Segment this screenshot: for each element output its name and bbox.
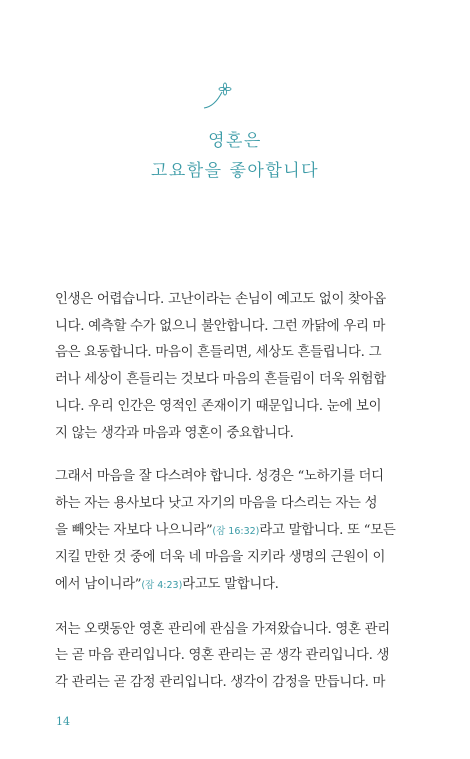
flower-sprig-icon [201, 80, 237, 112]
text-line: 지 않는 생각과 마음과 영혼이 중요합니다. [55, 425, 294, 441]
text-line: 지킬 만한 것 중에 더욱 네 마음을 지키라 생명의 근원이 이 [55, 550, 386, 566]
text-line: 니다. 예측할 수가 없으니 불안합니다. 그런 까닭에 우리 마 [55, 318, 386, 334]
text-line: 각 관리는 곧 감정 관리입니다. 생각이 감정을 만듭니다. 마 [55, 675, 386, 691]
chapter-title [0, 126, 470, 186]
text-line: 인생은 어렵습니다. 고난이라는 손님이 예고도 없이 찾아옵 [55, 292, 386, 307]
text-line: 러나 세상이 흔들리는 것보다 마음의 흔들림이 더욱 위험합 [55, 372, 386, 388]
text-segment: 을 빼앗는 자보다 나으니라” [55, 522, 213, 538]
scripture-reference: (잠 16:32) [212, 525, 260, 537]
text-line: 니다. 우리 인간은 영적인 존재이기 때문입니다. 눈에 보이 [55, 398, 382, 414]
text-line [55, 518, 425, 546]
paragraph-2 [55, 464, 425, 600]
text-segment: 라고도 말합니다. [182, 577, 279, 593]
chapter-title-line-2: 고요함을 좋아합니다 [150, 161, 320, 181]
text-line: 하는 자는 용사보다 낫고 자기의 마음을 다스리는 자는 성 [55, 495, 378, 511]
text-line [55, 572, 425, 600]
chapter-title-line-1: 영혼은 [208, 131, 262, 151]
body-text [55, 287, 425, 714]
text-line: 그래서 마음을 잘 다스려야 합니다. 성경은 “노하기를 더디 [55, 469, 384, 485]
text-line: 는 곧 마음 관리입니다. 영혼 관리는 곧 생각 관리입니다. 생 [55, 648, 390, 664]
text-line: 음은 요동합니다. 마음이 흔들리면, 세상도 흔들립니다. 그 [55, 345, 382, 361]
text-segment: 라고 말합니다. 또 “모든 [259, 522, 396, 538]
scripture-reference: (잠 4:23) [141, 580, 183, 592]
text-segment: 에서 남이니라” [55, 577, 142, 593]
paragraph-3 [55, 617, 425, 697]
text-line: 저는 오랫동안 영혼 관리에 관심을 가져왔습니다. 영혼 관리 [55, 621, 390, 637]
page-number: 14 [56, 715, 70, 728]
paragraph-1 [55, 287, 425, 447]
